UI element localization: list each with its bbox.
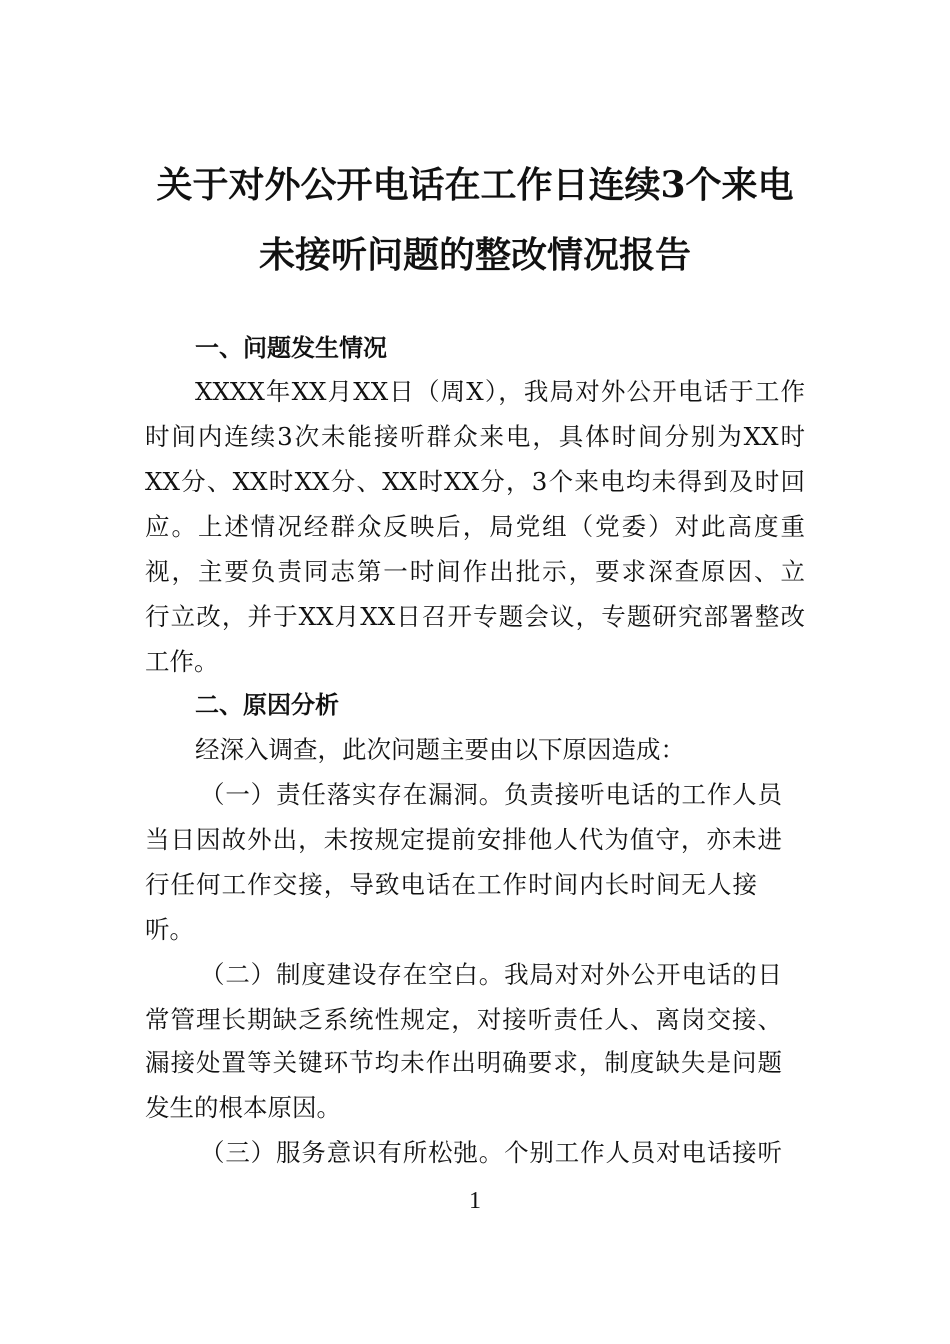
body-line: （三）服务意识有所松弛。个别工作人员对电话接听 bbox=[200, 1138, 782, 1167]
body-line: （一）责任落实存在漏洞。负责接听电话的工作人员 bbox=[200, 780, 782, 809]
body-line: 应。上述情况经群众反映后，局党组（党委）对此高度重 bbox=[145, 512, 805, 541]
body-line: XX分、XX时XX分、XX时XX分，3个来电均未得到及时回 bbox=[145, 467, 805, 496]
section-heading-1: 一、问题发生情况 bbox=[195, 334, 387, 362]
body-line: 发生的根本原因。 bbox=[145, 1093, 341, 1122]
body-line: 工作。 bbox=[145, 647, 219, 676]
section-heading-2: 二、原因分析 bbox=[195, 691, 339, 719]
body-line: 经深入调查，此次问题主要由以下原因造成： bbox=[195, 735, 685, 764]
body-line: （二）制度建设存在空白。我局对对外公开电话的日 bbox=[200, 960, 782, 989]
page-number: 1 bbox=[469, 1188, 481, 1214]
document-title-line-1: 关于对外公开电话在工作日连续3个来电 bbox=[156, 164, 794, 206]
body-line: 常管理长期缺乏系统性规定，对接听责任人、离岗交接、 bbox=[145, 1005, 782, 1034]
document-title-line-2: 未接听问题的整改情况报告 bbox=[258, 234, 691, 276]
body-line: 行立改，并于XX月XX日召开专题会议，专题研究部署整改 bbox=[145, 602, 805, 631]
body-line: 听。 bbox=[145, 915, 194, 944]
body-line: XXXX年XX月XX日（周X），我局对外公开电话于工作 bbox=[195, 377, 805, 406]
body-line: 漏接处置等关键环节均未作出明确要求，制度缺失是问题 bbox=[145, 1048, 782, 1077]
body-line: 行任何工作交接，导致电话在工作时间内长时间无人接 bbox=[145, 870, 757, 899]
body-line: 当日因故外出，未按规定提前安排他人代为值守，亦未进 bbox=[145, 825, 782, 854]
body-line: 视，主要负责同志第一时间作出批示，要求深查原因、立 bbox=[145, 557, 805, 586]
body-line: 时间内连续3次未能接听群众来电，具体时间分别为XX时 bbox=[145, 422, 805, 451]
